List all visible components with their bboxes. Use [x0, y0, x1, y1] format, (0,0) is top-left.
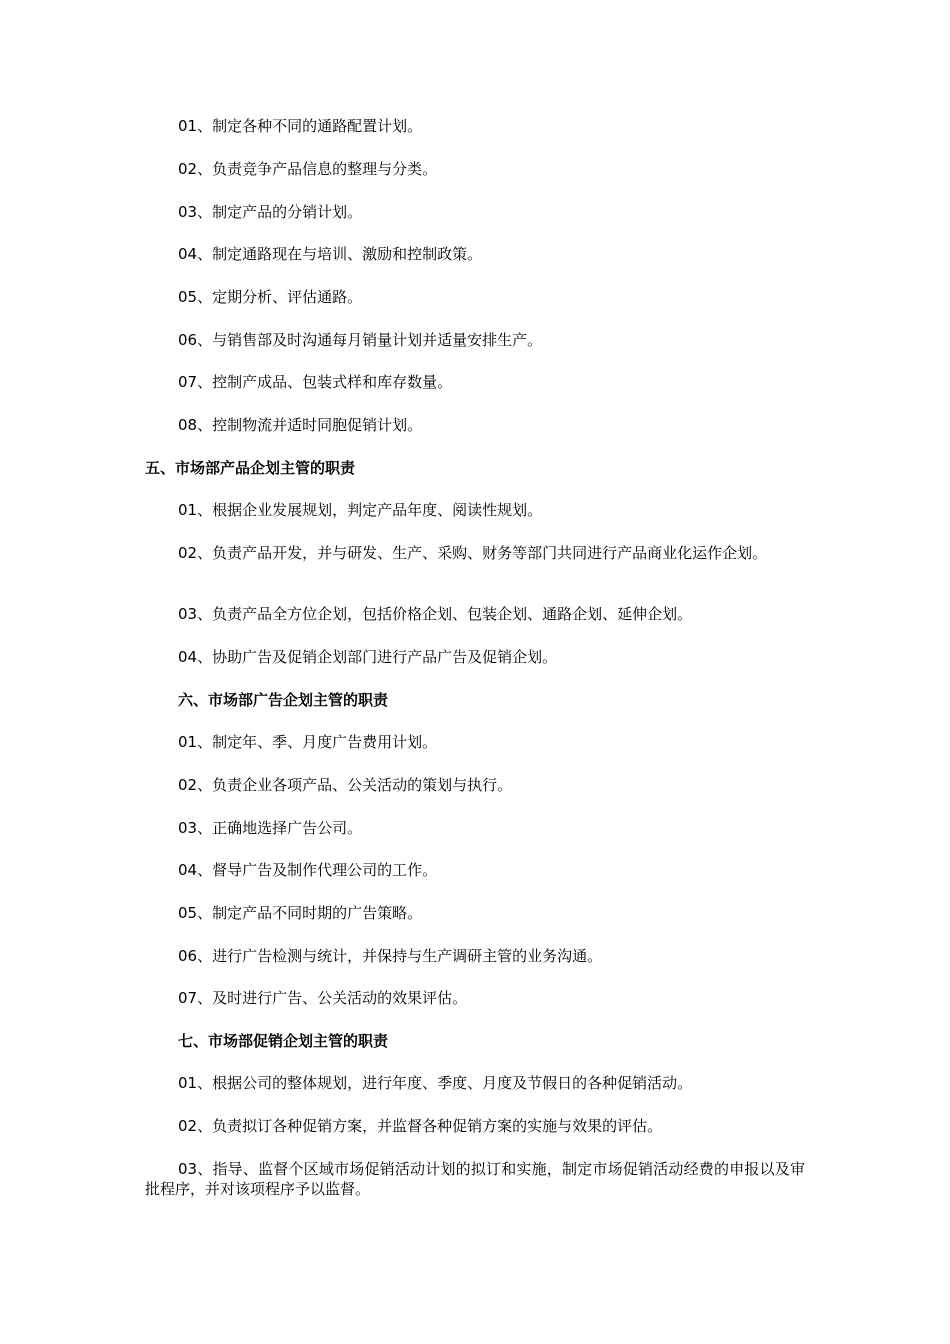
list-item: 02、负责产品开发，并与研发、生产、采购、财务等部门共同进行产品商业化运作企划。 [178, 544, 768, 562]
list-item: 01、根据企业发展规划，判定产品年度、阅读性规划。 [178, 501, 543, 519]
list-item: 04、督导广告及制作代理公司的工作。 [178, 861, 438, 879]
list-item: 03、指导、监督个区域市场促销活动计划的拟订和实施，制定市场促销活动经费的申报以及审批程序，并对该项程序予以监督。 [145, 1160, 805, 1198]
list-item: 07、控制产成品、包装式样和库存数量。 [178, 373, 453, 391]
section-heading: 五、市场部产品企划主管的职责 [145, 459, 356, 477]
list-item: 03、正确地选择广告公司。 [178, 819, 363, 837]
list-item: 06、进行广告检测与统计，并保持与生产调研主管的业务沟通。 [178, 947, 603, 965]
list-item: 03、制定产品的分销计划。 [178, 203, 363, 221]
list-item: 01、制定各种不同的通路配置计划。 [178, 117, 423, 135]
list-item: 01、根据公司的整体规划，进行年度、季度、月度及节假日的各种促销活动。 [178, 1074, 693, 1092]
list-item: 02、负责拟订各种促销方案，并监督各种促销方案的实施与效果的评估。 [178, 1117, 663, 1135]
list-item: 04、协助广告及促销企划部门进行产品广告及促销企划。 [178, 648, 558, 666]
list-item: 05、定期分析、评估通路。 [178, 288, 363, 306]
list-item: 03、负责产品全方位企划，包括价格企划、包装企划、通路企划、延伸企划。 [178, 605, 693, 623]
list-item: 02、负责竞争产品信息的整理与分类。 [178, 160, 438, 178]
section-heading: 六、市场部广告企划主管的职责 [178, 691, 389, 709]
list-item: 08、控制物流并适时同胞促销计划。 [178, 416, 423, 434]
section-heading: 七、市场部促销企划主管的职责 [178, 1032, 389, 1050]
list-item: 07、及时进行广告、公关活动的效果评估。 [178, 989, 468, 1007]
list-item: 01、制定年、季、月度广告费用计划。 [178, 733, 438, 751]
list-item: 06、与销售部及时沟通每月销量计划并适量安排生产。 [178, 331, 543, 349]
list-item: 02、负责企业各项产品、公关活动的策划与执行。 [178, 776, 513, 794]
list-item: 05、制定产品不同时期的广告策略。 [178, 904, 423, 922]
list-item: 04、制定通路现在与培训、激励和控制政策。 [178, 245, 483, 263]
